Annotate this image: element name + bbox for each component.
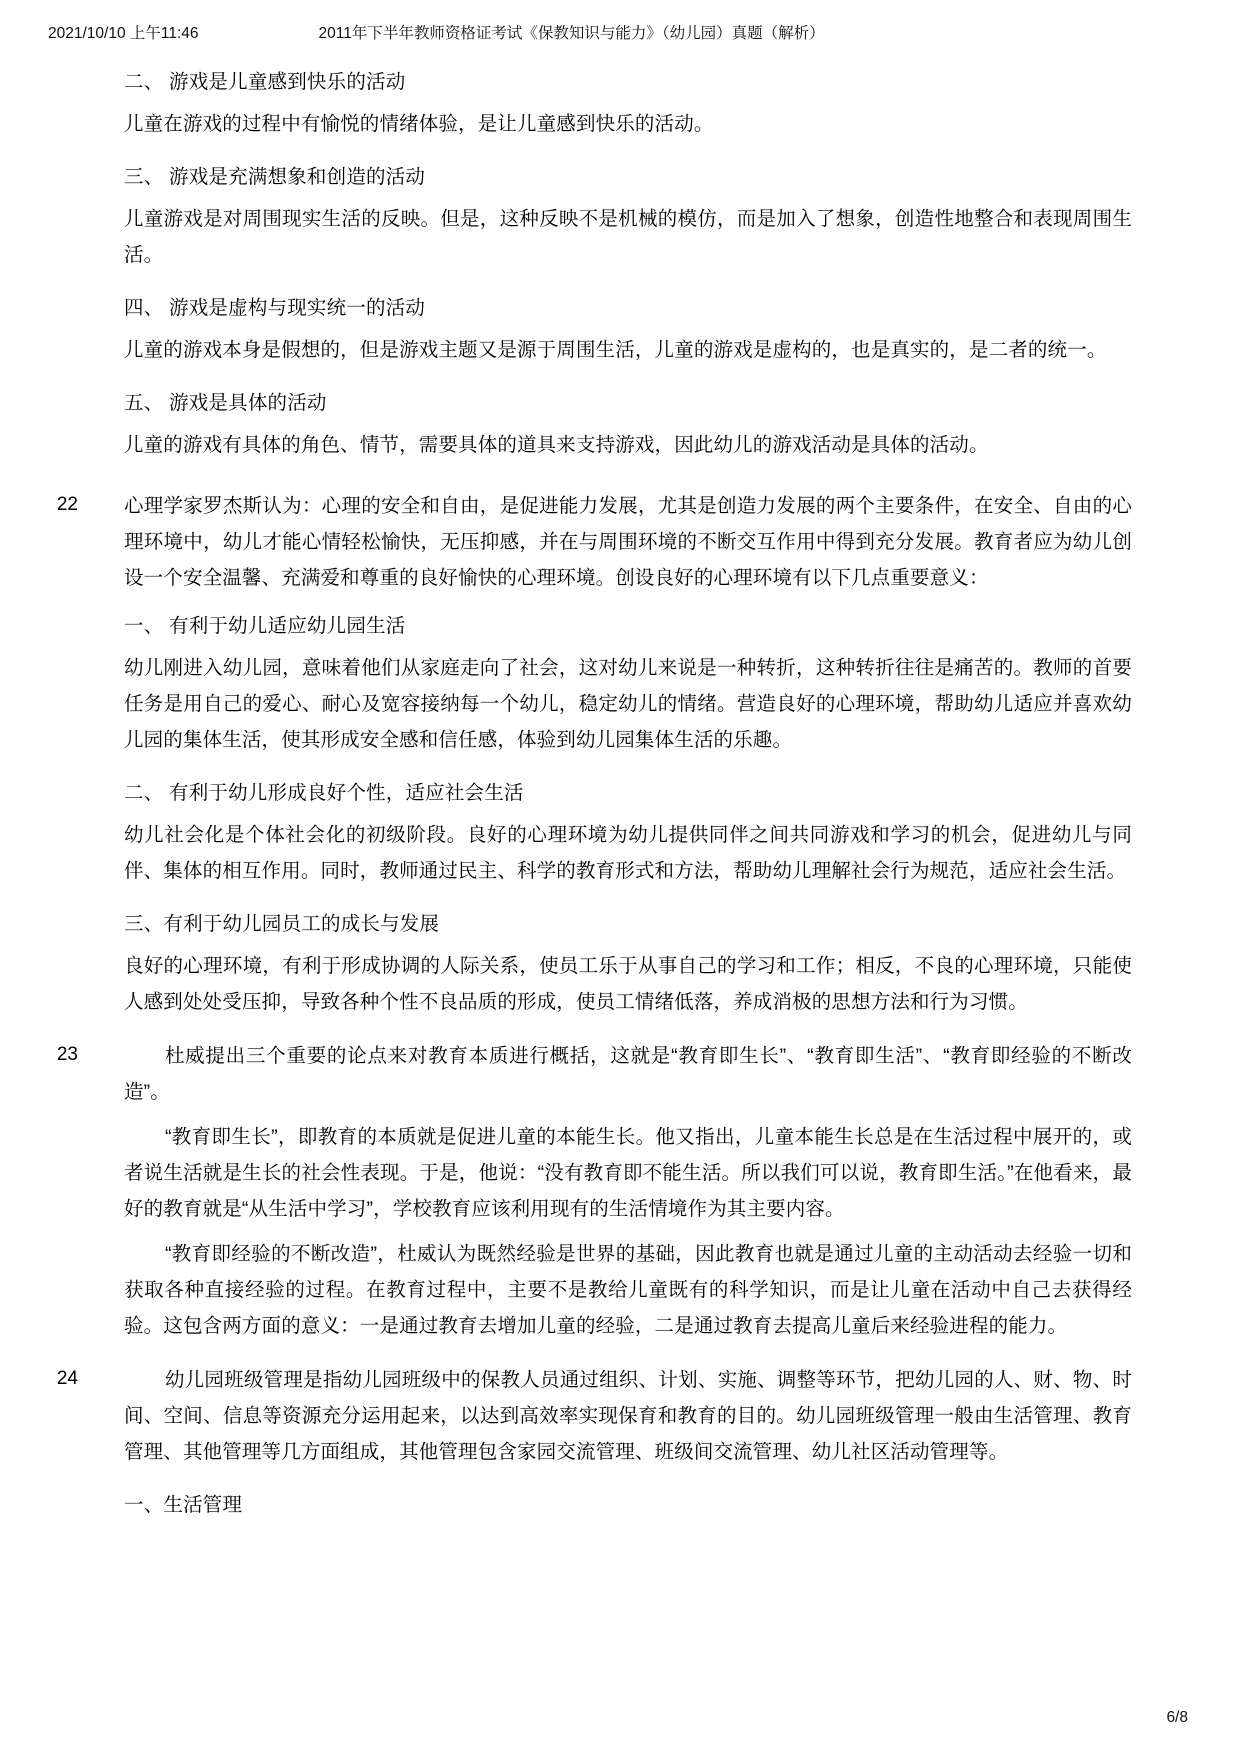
question-24-body: [78, 1362, 1240, 1529]
subsection-paragraph: 儿童的游戏本身是假想的，但是游戏主题又是源于周围生活，儿童的游戏是虚构的，也是真实的，是二者的统一。: [124, 339, 1107, 361]
question-number-23: 23: [56, 1044, 78, 1065]
subsection-heading: 三、 游戏是充满想象和创造的活动: [124, 166, 426, 188]
question-24-lead-paragraph: 幼儿园班级管理是指幼儿园班级中的保教人员通过组织、计划、实施、调整等环节，把幼儿园的人、财、物、时间、空间、信息等资源充分运用起来，以达到高效率实现保育和教育的目的。幼儿园班级管理一般由生活管理、教育管理、其他管理等几方面组成，其他管理包含家园交流管理、班级间交流管理、幼儿社区活动管理等。: [124, 1369, 1132, 1463]
question-22-lead-paragraph: 心理学家罗杰斯认为：心理的安全和自由，是促进能力发展，尤其是创造力发展的两个主要条件，在安全、自由的心理环境中，幼儿才能心情轻松愉快，无压抑感，并在与周围环境的不断交互作用中得到充分发展。教育者应为幼儿创设一个安全温馨、充满爱和尊重的良好愉快的心理环境。创设良好的心理环境有以下几点重要意义：: [124, 495, 1132, 589]
subsection-paragraph: 儿童游戏是对周围现实生活的反映。但是，这种反映不是机械的模仿，而是加入了想象，创造性地整合和表现周围生活。: [124, 208, 1132, 266]
page-header: [0, 24, 1240, 50]
question-23-block: [0, 1038, 1240, 1353]
question-number-22: 22: [56, 494, 78, 515]
subsection-heading: 一、生活管理: [124, 1494, 243, 1516]
subsection-paragraph: 儿童在游戏的过程中有愉悦的情绪体验，是让儿童感到快乐的活动。: [124, 113, 714, 135]
question-number-placeholder: [30, 56, 78, 89]
continued-section-body: [78, 56, 1240, 472]
subsection-heading: 三、有利于幼儿园员工的成长与发展: [124, 913, 440, 935]
question-22-block: [0, 488, 1240, 1029]
question-22-body: [78, 488, 1240, 1029]
subsection-heading: 二、 游戏是儿童感到快乐的活动: [124, 71, 406, 93]
question-23-body: [78, 1038, 1240, 1353]
subsection-heading: 四、 游戏是虚构与现实统一的活动: [124, 297, 426, 319]
question-24-block: [0, 1362, 1240, 1529]
header-date: 2021/10/10 上午11:46: [48, 25, 199, 42]
document-body: [0, 56, 1240, 1529]
header-title: 2011年下半年教师资格证考试《保教知识与能力》（幼儿园）真题（解析）: [318, 25, 825, 42]
subsection-heading: 五、 游戏是具体的活动: [124, 392, 327, 414]
subsection-paragraph: 良好的心理环境，有利于形成协调的人际关系，使员工乐于从事自己的学习和工作；相反，不良的心理环境，只能使人感到处处受压抑，导致各种个性不良品质的形成，使员工情绪低落，养成消极的思想方法和行为习惯。: [124, 955, 1132, 1013]
section-spacer: [0, 1353, 1240, 1362]
section-spacer: [0, 472, 1240, 488]
section-spacer: [0, 1029, 1240, 1038]
question-23-paragraph: “教育即生长”，即教育的本质就是促进儿童的本能生长。他又指出，儿童本能生长总是在生活过程中展开的，或者说生活就是生长的社会性表现。于是，他说：“没有教育即不能生活。所以我们可以说，教育即生活。”在他看来，最好的教育就是“从生活中学习”，学校教育应该利用现有的生活情境作为其主要内容。: [124, 1126, 1132, 1220]
question-23-paragraph: “教育即经验的不断改造”，杜威认为既然经验是世界的基础，因此教育也就是通过儿童的主动活动去经验一切和获取各种直接经验的过程。在教育过程中，主要不是教给儿童既有的科学知识，而是让儿童在活动中自己去获得经验。这包含两方面的意义：一是通过教育去增加儿童的经验，二是通过教育去提高儿童后来经验进程的能力。: [124, 1243, 1132, 1337]
subsection-heading: 一、 有利于幼儿适应幼儿园生活: [124, 615, 406, 637]
subsection-heading: 二、 有利于幼儿形成良好个性，适应社会生活: [124, 782, 524, 804]
subsection-paragraph: 儿童的游戏有具体的角色、情节，需要具体的道具来支持游戏，因此幼儿的游戏活动是具体的活动。: [124, 434, 989, 456]
question-23-paragraph: 杜威提出三个重要的论点来对教育本质进行概括，这就是“教育即生长”、“教育即生活”、“教育即经验的不断改造”。: [124, 1045, 1132, 1103]
page-number-footer: 6/8: [1166, 1709, 1188, 1726]
question-number-24: 24: [56, 1368, 78, 1389]
continued-section-block: [0, 56, 1240, 472]
subsection-paragraph: 幼儿社会化是个体社会化的初级阶段。良好的心理环境为幼儿提供同伴之间共同游戏和学习的机会，促进幼儿与同伴、集体的相互作用。同时，教师通过民主、科学的教育形式和方法，帮助幼儿理解社会行为规范，适应社会生活。: [124, 824, 1132, 882]
subsection-paragraph: 幼儿刚进入幼儿园，意味着他们从家庭走向了社会，这对幼儿来说是一种转折，这种转折往往是痛苦的。教师的首要任务是用自己的爱心、耐心及宽容接纳每一个幼儿，稳定幼儿的情绪。营造良好的心理环境，帮助幼儿适应并喜欢幼儿园的集体生活，使其形成安全感和信任感，体验到幼儿园集体生活的乐趣。: [124, 657, 1132, 751]
